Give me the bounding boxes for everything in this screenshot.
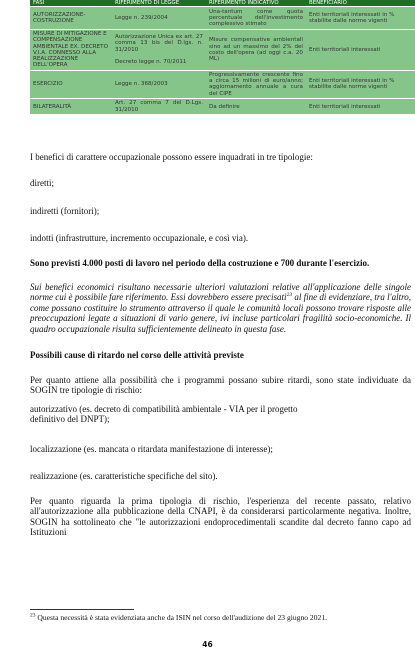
- risk-item-realization: realizzazione (es. caratteristiche specifiche del sito).: [30, 471, 218, 481]
- table-cell: Enti territoriali interessati in % stabilite dalle norme vigenti: [306, 70, 415, 98]
- table-cell: Enti territoriali interessati: [306, 30, 415, 71]
- table-cell: Art. 27 comma 7 del D.Lgs. 31/2010: [112, 98, 206, 114]
- italic-text-a: Sui benefici economici risultano necessarie ulteriori valutazioni relative all'applicazione delle singole norme cui è possibile fare riferimento. Essi dovrebbero essere precisati: [30, 282, 411, 303]
- table-cell: Legge n. 368/2003: [112, 70, 206, 98]
- list-item-direct: diretti;: [30, 178, 54, 188]
- risk-item-authorization: autorizzativo (es. decreto di compatibilità ambientale - VIA per il progetto definitivo del DNPT);: [30, 404, 298, 425]
- table-cell: Enti territoriali interessati in % stabilite dalle norme vigenti: [306, 7, 415, 30]
- footnote: [30, 613, 411, 622]
- table-cell: Autorizzazione Unica ex art. 27 comma 13 bis del D.lgs. n. 31/2010 Decreto legge n. 70/2011: [112, 30, 206, 71]
- table-row: [30, 7, 415, 30]
- list-item-induced: indotti (infrastrutture, incremento occupazionale, e così via).: [30, 233, 249, 243]
- table-cell: Legge n. 239/2004: [112, 7, 206, 30]
- table-cell: Da definire: [206, 98, 306, 114]
- footnote-divider: [30, 609, 134, 610]
- table-row: [30, 98, 415, 114]
- risk-intro-paragraph: Per quanto attiene alla possibilità che i programmi possano subire ritardi, sono state individuate da SOGIN tre tipologie di rischio:: [30, 375, 411, 396]
- italic-paragraph: [30, 282, 411, 334]
- page-number: 46: [202, 640, 213, 649]
- table-cell: MISURE DI MITIGAZIONE E COMPENSAZIONE AMBIENTALE EX. DECRETO V.I.A. CONNESSO ALLA REALIZZAZIONE DELL'OPERA: [30, 30, 112, 71]
- jobs-paragraph: Sono previsti 4.000 posti di lavoro nel periodo della costruzione e 700 durante l'esercizio.: [30, 258, 370, 268]
- table-cell: Una-tantum come quota percentuale dell'investimento complessivo stimato: [206, 7, 306, 30]
- risk-detail-paragraph: Per quanto riguarda la prima tipologia di rischio, l'esperienza del recente passato, relativo all'autorizzazione alla pubblicazione della CNAPI, è da considerarsi particolarmente negativa. Inoltre, SOGIN ha sottolineato che "le autorizzazioni endoprocedimentali scandite dal decreto fanno capo ad Istituzioni: [30, 496, 411, 538]
- table-row: [30, 70, 415, 98]
- table-header-cell: BENEFICIARIO: [306, 0, 415, 7]
- table-cell: Enti territoriali interessati: [306, 98, 415, 114]
- list-item-indirect: indiretti (fornitori);: [30, 206, 100, 216]
- table-cell: Misure compensative ambientali sino ad un massimo del 2% del costo dell'opera (ad oggi c.a. 20 ML): [206, 30, 306, 71]
- table-header-cell: FASI: [30, 0, 112, 7]
- italic-text-b: al fine di evidenziare, tra l'altro, come possano costituire lo strumento attraverso il quale le comunità locali possono trovare risposte alle preoccupazioni legate a situazioni di vario genere, ivi incluse particolari fragilità socio-economiche. Il quadro occupazionale risulta sufficientemente delineato in questa fase.: [30, 292, 411, 334]
- footnote-text: Questa necessità è stata evidenziata anche da ISIN nel corso dell'audizione del 23 giugno 2021.: [35, 613, 328, 622]
- table-cell: Progressivamente crescente fino a circa 15 milioni di euro/anno; aggiornamento annuale a cura del CIPE: [206, 70, 306, 98]
- section-heading: Possibili cause di ritardo nel corso delle attività previste: [30, 350, 244, 360]
- table-header-cell: RIFERIMENTO DI LEGGE: [112, 0, 206, 7]
- risk-item-location: localizzazione (es. mancata o ritardata manifestazione di interesse);: [30, 444, 273, 454]
- intro-paragraph: I benefici di carattere occupazionale possono essere inquadrati in tre tipologie:: [30, 152, 313, 162]
- table-header-cell: RIFERIMENTO INDICATIVO: [206, 0, 306, 7]
- table-cell: ESERCIZIO: [30, 70, 112, 98]
- footnote-number: 23: [30, 612, 36, 619]
- table-cell: AUTORIZZAZIONE-COSTRUZIONE: [30, 7, 112, 30]
- footnote-ref: 23: [286, 292, 293, 299]
- table-row: [30, 30, 415, 71]
- benefits-table: [30, 0, 415, 114]
- table-cell: BILATERALITÀ: [30, 98, 112, 114]
